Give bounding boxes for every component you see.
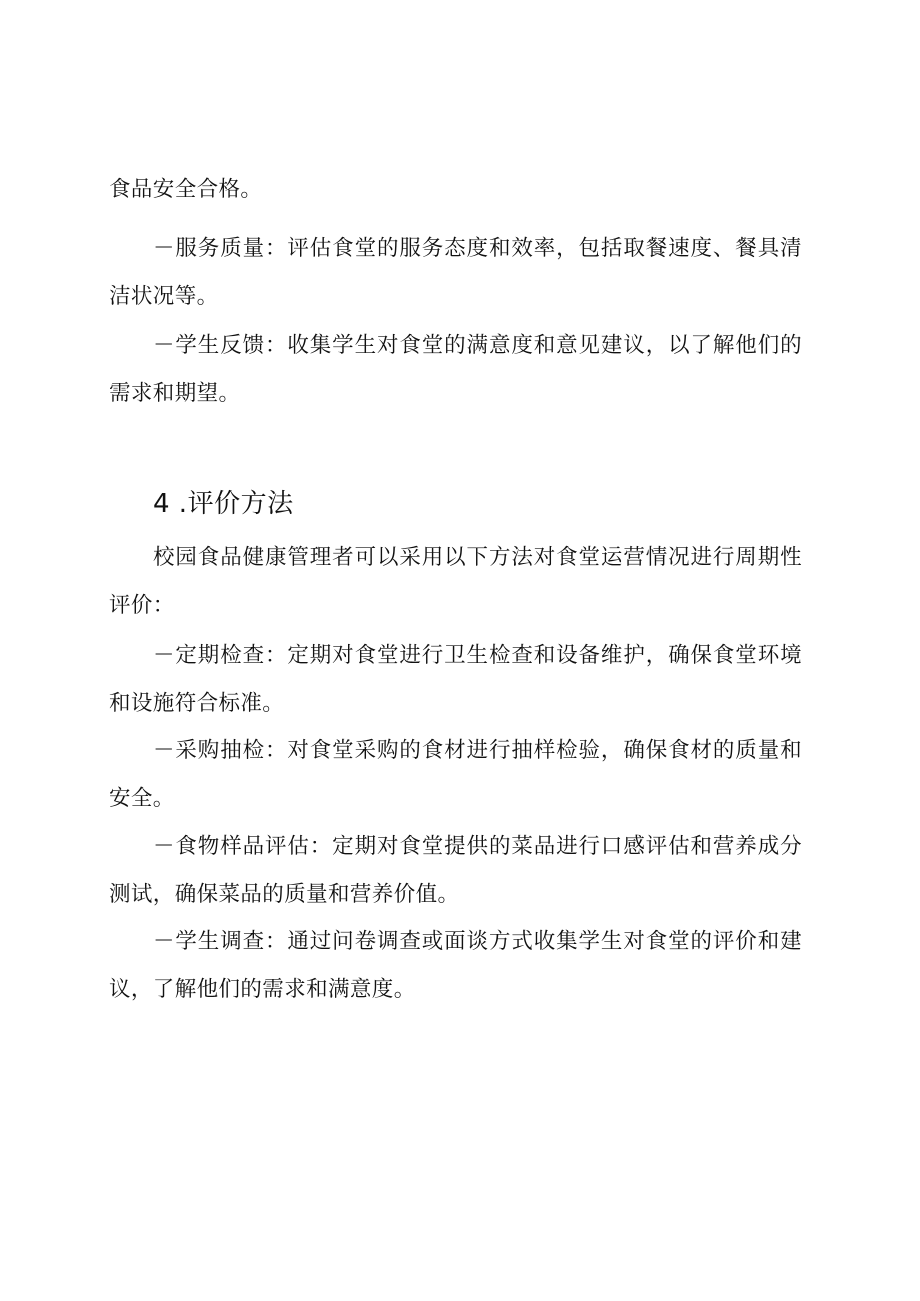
list-item-student-feedback: －学生反馈：收集学生对食堂的满意度和意见建议，以了解他们的需求和期望。 xyxy=(109,333,802,406)
list-item-food-sample-evaluation: －食物样品评估：定期对食堂提供的菜品进行口感评估和营养成分测试，确保菜品的质量和营养价值。 xyxy=(109,834,802,907)
continued-paragraph: 食品安全合格。 xyxy=(109,177,263,202)
section-intro-paragraph: 校园食品健康管理者可以采用以下方法对食堂运营情况进行周期性评价： xyxy=(109,545,802,618)
list-item-student-survey: －学生调查：通过问卷调查或面谈方式收集学生对食堂的评价和建议，了解他们的需求和满意度。 xyxy=(109,929,802,1002)
section-heading: 4 .评价方法 xyxy=(153,489,294,519)
list-item-service-quality: －服务质量：评估食堂的服务态度和效率，包括取餐速度、餐具清洁状况等。 xyxy=(109,236,802,309)
list-item-procurement-sampling: －采购抽检：对食堂采购的食材进行抽样检验，确保食材的质量和安全。 xyxy=(109,738,802,811)
list-item-regular-inspection: －定期检查：定期对食堂进行卫生检查和设备维护，确保食堂环境和设施符合标准。 xyxy=(109,643,802,716)
